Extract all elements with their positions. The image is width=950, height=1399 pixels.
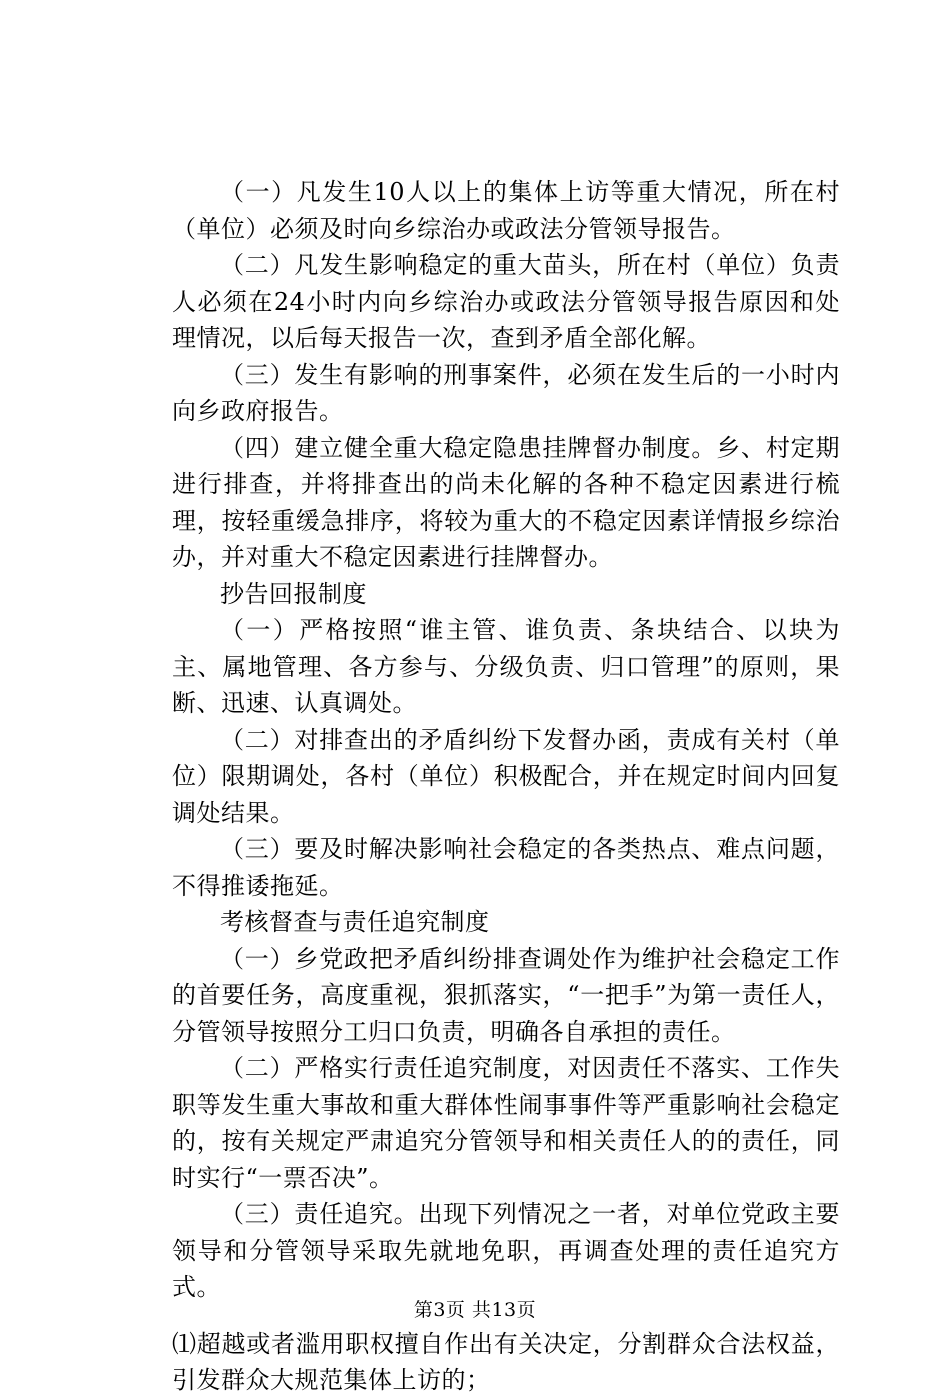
paragraph-report-criminal-case: （三）发生有影响的刑事案件，必须在发生后的一小时内向乡政府报告。 [172,360,840,425]
document-body [172,174,840,1399]
paragraph-report-major-signs: （二）凡发生影响稳定的重大苗头，所在村（单位）负责人必须在24小时内向乡综治办或政法分管领导报告原因和处理情况，以后每天报告一次，查到矛盾全部化解。 [172,251,840,352]
list-item-abuse-of-power: ⑴超越或者滥用职权擅自作出有关决定，分割群众合法权益，引发群众大规范集体上访的； [172,1329,840,1394]
paragraph-principles: （一）严格按照“谁主管、谁负责、条块结合、以块为主、属地管理、各方参与、分级负责、归口管理”的原则，果断、迅速、认真调处。 [172,616,840,717]
paragraph-supervision-letter: （二）对排查出的矛盾纠纷下发督办函，责成有关村（单位）限期调处，各村（单位）积极配合，并在规定时间内回复调处结果。 [172,725,840,827]
paragraph-hot-issues: （三）要及时解决影响社会稳定的各类热点、难点问题，不得推诿拖延。 [172,835,840,900]
paragraph-accountability-measures: （三）责任追究。出现下列情况之一者，对单位党政主要领导和分管领导采取先就地免职，再调查处理的责任追究方式。 [172,1200,840,1301]
paragraph-supervision-system: （四）建立健全重大稳定隐患挂牌督办制度。乡、村定期进行排查，并将排查出的尚未化解的各种不稳定因素进行梳理，按轻重缓急排序，将较为重大的不稳定因素详情报乡综治办，并对重大不稳定因素进行挂牌督办。 [172,433,840,571]
heading-reporting-system: 抄告回报制度 [220,579,367,608]
paragraph-primary-task: （一）乡党政把矛盾纠纷排查调处作为维护社会稳定工作的首要任务，高度重视，狠抓落实，“一把手”为第一责任人，分管领导按照分工归口负责，明确各自承担的责任。 [172,944,840,1046]
paragraph-report-collective-petition: （一）凡发生10人以上的集体上访等重大情况，所在村（单位）必须及时向乡综治办或政法分管领导报告。 [172,178,840,243]
page-number-footer: 第3页 共13页 [413,1299,537,1321]
heading-assessment-accountability: 考核督查与责任追究制度 [220,908,490,936]
paragraph-accountability-system: （二）严格实行责任追究制度，对因责任不落实、工作失职等发生重大事故和重大群体性闹事事件等严重影响社会稳定的，按有关规定严肃追究分管领导和相关责任人的的责任，同时实行“一票否决”。 [172,1054,840,1192]
